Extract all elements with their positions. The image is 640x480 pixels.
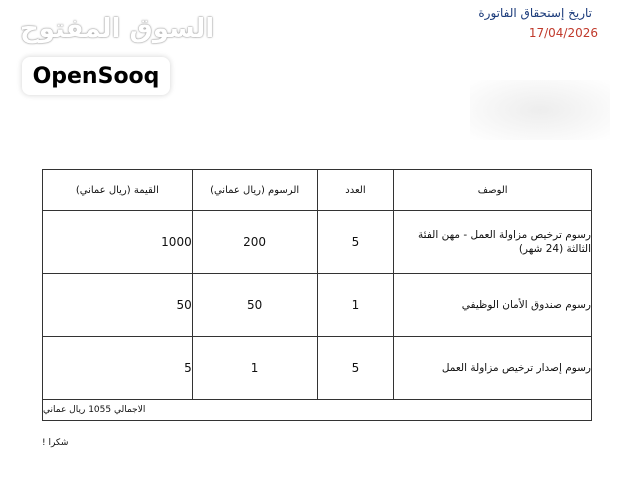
row-count: 1 bbox=[317, 274, 394, 337]
row-count: 5 bbox=[317, 211, 394, 274]
table-row bbox=[43, 337, 592, 400]
row-value: 50 bbox=[43, 274, 193, 337]
table-header-row bbox=[43, 170, 592, 211]
row-count: 5 bbox=[317, 337, 394, 400]
fees-table bbox=[42, 169, 592, 421]
header-value: القيمة (ريال عماني) bbox=[43, 170, 193, 211]
row-value: 5 bbox=[43, 337, 193, 400]
opensooq-arabic-watermark: السوق المفتوح bbox=[20, 14, 215, 44]
row-description: رسوم ترخيص مزاولة العمل - مهن الفئة الثالثة (24 شهر) bbox=[394, 211, 592, 274]
table-row bbox=[43, 211, 592, 274]
due-date-label: تاريخ إستحقاق الفاتورة bbox=[478, 6, 592, 20]
row-description: رسوم صندوق الأمان الوظيفي bbox=[394, 274, 592, 337]
opensooq-logo-text: OpenSooq bbox=[32, 63, 160, 89]
row-fees: 50 bbox=[192, 274, 317, 337]
opensooq-logo bbox=[22, 57, 170, 95]
row-fees: 1 bbox=[192, 337, 317, 400]
total-row bbox=[43, 400, 592, 421]
row-fees: 200 bbox=[192, 211, 317, 274]
row-value: 1000 bbox=[43, 211, 193, 274]
header-description: الوصف bbox=[394, 170, 592, 211]
scan-smudge bbox=[470, 80, 610, 140]
header-fees: الرسوم (ريال عماني) bbox=[192, 170, 317, 211]
table-row bbox=[43, 274, 592, 337]
due-date-value: 17/04/2026 bbox=[528, 26, 598, 40]
total-value: الاجمالي 1055 ريال عماني bbox=[43, 400, 592, 421]
thanks-note: شكرا ! bbox=[42, 438, 69, 448]
row-description: رسوم إصدار ترخيص مزاولة العمل bbox=[394, 337, 592, 400]
header-count: العدد bbox=[317, 170, 394, 211]
